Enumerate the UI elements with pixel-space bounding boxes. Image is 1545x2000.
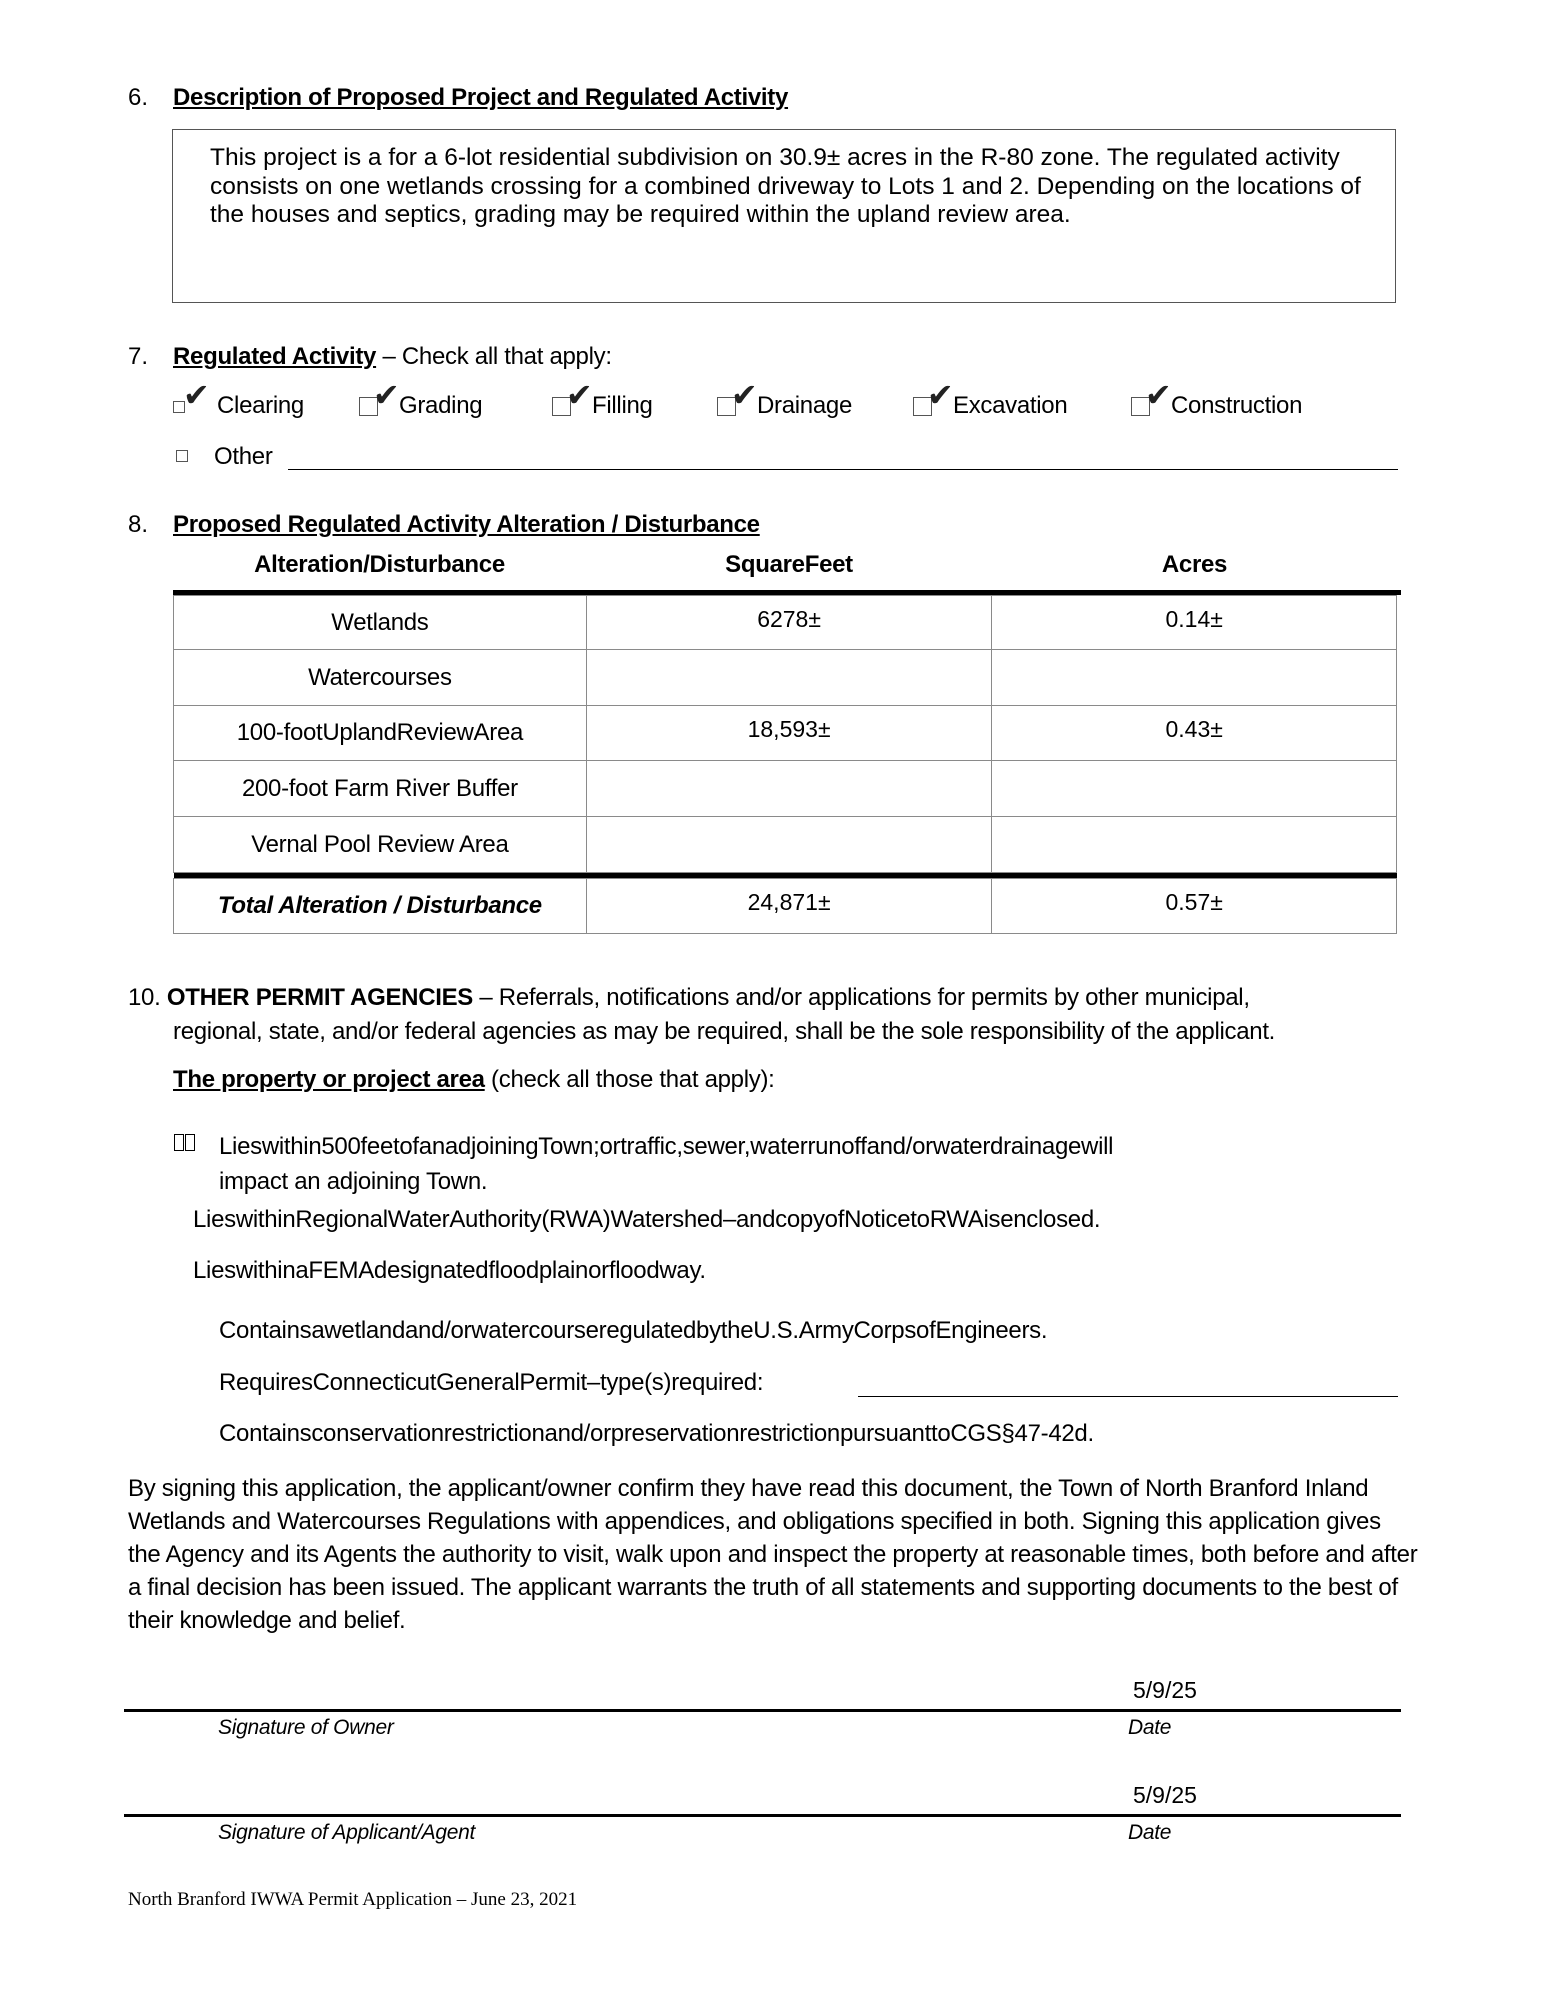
column-header-acres: Acres (1161, 551, 1228, 578)
table-row (174, 596, 1397, 650)
row-label: 200-foot Farm River Buffer (174, 761, 587, 817)
square-feet-value: 6278± (757, 606, 821, 632)
activity-label: Clearing (217, 392, 304, 419)
owner-date-label: Date (1128, 1716, 1172, 1739)
owner-date-value[interactable]: 5/9/25 (1133, 1677, 1197, 1703)
checkmark-icon: ✔ (927, 376, 954, 414)
table-row (174, 761, 1397, 817)
table-row (174, 817, 1397, 873)
square-feet-cell[interactable] (586, 761, 992, 817)
activity-label: Construction (1171, 392, 1303, 419)
property-subheading: (check all those that apply): (484, 1066, 775, 1093)
acres-cell[interactable] (992, 706, 1397, 761)
section-6-number: 6. (128, 84, 149, 111)
permit-item-fema-floodplain: LieswithinaFEMAdesignatedfloodplainorfloodway. (193, 1257, 706, 1284)
acres-cell[interactable] (992, 650, 1397, 706)
section-8-number: 8. (128, 511, 149, 538)
permit-item-adjoining-town-cont: impact an adjoining Town. (219, 1168, 488, 1195)
table-total-row (174, 879, 1397, 934)
section-10-line-2: regional, state, and/or federal agencies as may be required, shall be the sole responsibility of the applicant. (173, 1018, 1276, 1045)
checkmark-icon: ✔ (1145, 376, 1172, 414)
section-7-subheading: – Check all that apply: (376, 343, 612, 370)
checkmark-icon: ✔ (373, 376, 400, 414)
applicant-date-value[interactable]: 5/9/25 (1133, 1782, 1197, 1808)
section-7-number: 7. (128, 343, 149, 370)
other-input[interactable] (288, 445, 1398, 470)
section-6-heading: Description of Proposed Project and Regulated Activity (173, 84, 789, 111)
permit-item-general-permit: RequiresConnecticutGeneralPermit–type(s)required: (219, 1369, 764, 1396)
section-7-title (173, 343, 612, 371)
other-label: Other (214, 443, 273, 470)
acres-value (992, 817, 1396, 827)
description-box[interactable] (172, 129, 1396, 303)
certification-paragraph: By signing this application, the applicant/owner confirm they have read this document, the Town of North Branford Inland Wetlands and Watercourses Regulations with appendices, and obligations specified in both. Signing this application gives the Agency and its Agents the authority to visit, walk upon and inspect the property at reasonable times, both before and after a final decision has been issued. The applicant warrants the truth of all statements and supporting documents to the best of their knowledge and belief. (128, 1475, 1418, 1634)
other-checkbox[interactable] (176, 450, 188, 462)
section-10-number: 10. (128, 984, 161, 1011)
square-feet-cell[interactable] (586, 706, 992, 761)
square-feet-cell[interactable] (586, 817, 992, 873)
checkmark-icon: ✔ (183, 376, 210, 414)
alteration-table (173, 595, 1397, 934)
acres-value (992, 761, 1396, 771)
activity-label: Drainage (757, 392, 852, 419)
section-8-heading: Proposed Regulated Activity Alteration / Disturbance (173, 511, 760, 538)
square-feet-value: 18,593± (747, 716, 831, 742)
applicant-date-label: Date (1128, 1821, 1172, 1844)
table-row (174, 706, 1397, 761)
total-acres-value: 0.57± (1165, 889, 1223, 915)
permit-item-rwa-watershed: LieswithinRegionalWaterAuthority(RWA)Watershed–andcopyofNoticetoRWAisenclosed. (193, 1206, 1101, 1233)
permit-item-adjoining-town: Lieswithin500feetofanadjoiningTown;ortraffic,sewer,waterrunoffand/orwaterdrainagewill (219, 1133, 1114, 1160)
row-label: 100-footUplandReviewArea (174, 706, 587, 761)
activity-label: Filling (592, 392, 653, 419)
acres-cell[interactable] (992, 817, 1397, 873)
property-heading-line (173, 1066, 775, 1094)
row-label: Vernal Pool Review Area (174, 817, 587, 873)
owner-signature-line[interactable] (124, 1709, 1401, 1712)
row-label: Watercourses (174, 650, 587, 706)
total-square-feet-value: 24,871± (747, 889, 831, 915)
permit-item-army-corps: Containsawetlandand/orwatercourseregulatedbytheU.S.ArmyCorpsofEngineers. (219, 1317, 1048, 1344)
permit-item-conservation-restriction: Containsconservationrestrictionand/orpreservationrestrictionpursuanttoCGS§47-42d. (219, 1420, 1094, 1447)
square-feet-cell[interactable] (586, 596, 992, 650)
acres-cell[interactable] (992, 761, 1397, 817)
square-feet-cell[interactable] (586, 650, 992, 706)
general-permit-type-input[interactable] (858, 1368, 1398, 1397)
owner-signature-label: Signature of Owner (218, 1716, 394, 1739)
square-feet-value (587, 761, 992, 771)
checkbox[interactable] (174, 1134, 184, 1151)
checkmark-icon: ✔ (731, 376, 758, 414)
checkmark-icon: ✔ (566, 376, 593, 414)
total-square-feet-cell[interactable] (586, 879, 992, 934)
checkbox[interactable] (185, 1134, 195, 1151)
row-label: Wetlands (174, 596, 587, 650)
activity-label: Grading (399, 392, 483, 419)
activity-label: Excavation (953, 392, 1068, 419)
column-header-alteration: Alteration/Disturbance (254, 551, 505, 578)
section-10-heading: OTHER PERMIT AGENCIES (166, 984, 474, 1011)
square-feet-value (587, 817, 992, 827)
applicant-signature-label: Signature of Applicant/Agent (218, 1821, 476, 1844)
total-acres-cell[interactable] (992, 879, 1397, 934)
acres-value (992, 650, 1396, 660)
section-10-intro: – Referrals, notifications and/or applications for permits by other municipal, (473, 984, 1250, 1011)
acres-value: 0.43± (1165, 716, 1223, 742)
acres-cell[interactable] (992, 596, 1397, 650)
square-feet-value (587, 650, 992, 660)
table-row (174, 650, 1397, 706)
section-7-heading: Regulated Activity (173, 343, 377, 370)
description-text: This project is a for a 6-lot residential subdivision on 30.9± acres in the R-80 zone. The regulated activity consists on one wetlands crossing for a combined driveway to Lots 1 and 2. Depending on the locations of the houses and septics, grading may be required within the upland review area. (210, 144, 1361, 228)
total-label: Total Alteration / Disturbance (174, 879, 587, 934)
section-10-line-1 (128, 984, 1250, 1012)
acres-value: 0.14± (1165, 606, 1223, 632)
property-heading: The property or project area (173, 1066, 485, 1093)
applicant-signature-line[interactable] (124, 1814, 1401, 1817)
column-header-square-feet: SquareFeet (725, 551, 853, 578)
page-footer: North Branford IWWA Permit Application – June 23, 2021 (128, 1889, 578, 1910)
